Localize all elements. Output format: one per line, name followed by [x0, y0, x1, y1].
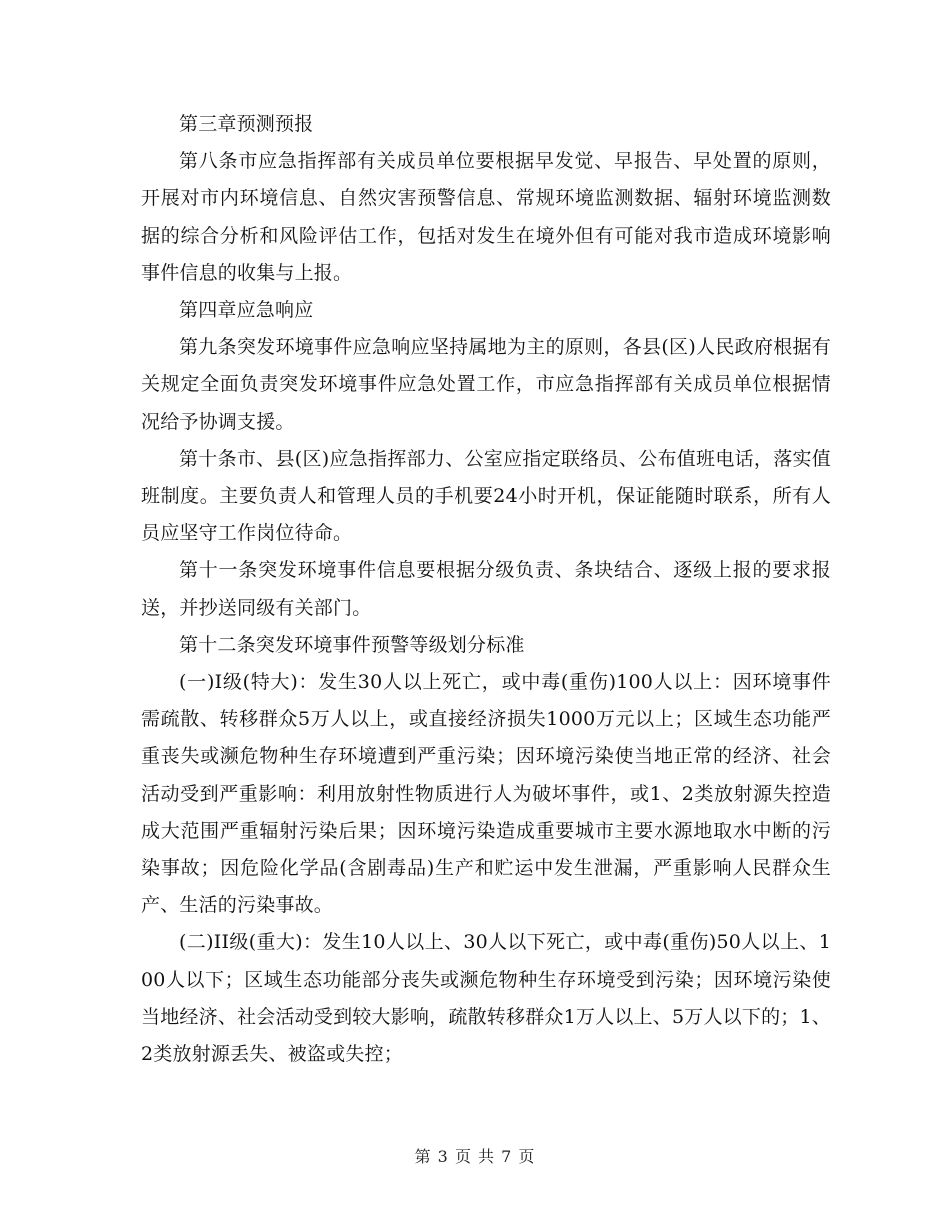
chapter-heading: 第三章预测预报 — [179, 113, 314, 135]
paragraph: 第十二条突发环境事件预警等级划分标准 — [179, 633, 525, 656]
paragraph: (二)II级(重大)：发生10人以上、30人以下死亡，或中毒(重伤)50人以上、100人以下；区域生态功能部分丧失或濒危物种生存环境受到污染；因环境污染使当地经济、社会活动受到较大影响，疏散转移群众1万人以上、5万人以下的；1、2类放射源丢失、被盗或失控； — [141, 931, 831, 1066]
paragraph: (一)I级(特大)：发生30人以上死亡，或中毒(重伤)100人以上：因环境事件需疏散、转移群众5万人以上，或直接经济损失1000万元以上；区域生态功能严重丧失或濒危物种生存环境遭到严重污染；因环境污染使当地正常的经济、社会活动受到严重影响：利用放射性物质进行人为破坏事件，或1、2类放射源失控造成大范围严重辐射污染后果；因环境污染造成重要城市主要水源地取水中断的污染事故；因危险化学品(含剧毒品)生产和贮运中发生泄漏，严重影响人民群众生产、生活的污染事故。 — [141, 671, 831, 917]
page-footer: 第 3 页 共 7 页 — [414, 1147, 536, 1166]
document-body — [141, 106, 831, 1073]
chapter-heading: 第四章应急响应 — [179, 299, 314, 322]
paragraph: 第十一条突发环境事件信息要根据分级负责、条块结合、逐级上报的要求报送，并抄送同级有关部门。 — [141, 559, 831, 619]
paragraph: 第九条突发环境事件应急响应坚持属地为主的原则，各县(区)人民政府根据有关规定全面负责突发环境事件应急处置工作，市应急指挥部有关成员单位根据情况给予协调支援。 — [141, 336, 831, 433]
paragraph: 第八条市应急指挥部有关成员单位要根据早发觉、早报告、早处置的原则，开展对市内环境信息、自然灾害预警信息、常规环境监测数据、辐射环境监测数据的综合分析和风险评估工作，包括对发生在境外但有可能对我市造成环境影响事件信息的收集与上报。 — [141, 150, 831, 284]
paragraph: 第十条市、县(区)应急指挥部力、公室应指定联络员、公布值班电话，落实值班制度。主要负责人和管理人员的手机要24小时开机，保证能随时联系，所有人员应坚守工作岗位待命。 — [141, 447, 831, 545]
